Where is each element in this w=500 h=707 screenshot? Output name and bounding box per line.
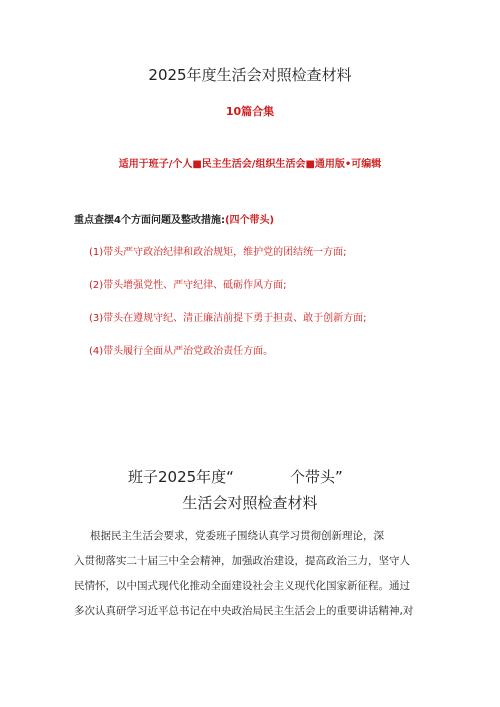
issue-item-4: (4)带头履行全面从严治党政治责任方面。 bbox=[89, 346, 274, 357]
section-title-line-2: 生活会对照检查材料 bbox=[182, 494, 318, 512]
body-paragraph-line-4: 多次认真研学习近平总书记在中央政治局民主生活会上的重要讲话精神,对 bbox=[74, 605, 414, 617]
body-paragraph-line-3: 民情怀，以中国式现代化推动全面建设社会主义现代化国家新征程。通过 bbox=[74, 580, 410, 592]
issue-item-3: (3)带头在遵规守纪、清正廉洁前提下勇于担责、敢于创新方面; bbox=[89, 313, 367, 324]
document-title: 2025年度生活会对照检查材料 bbox=[148, 66, 352, 84]
key-issues-heading-note: (四个带头) bbox=[224, 215, 275, 226]
section-title-part-1: 班子2025年度“ bbox=[128, 468, 234, 486]
document-subtitle: 10篇合集 bbox=[225, 105, 275, 118]
body-paragraph-line-2: 入贯彻落实二十届三中全会精神，加强政治建设，提高政治三力，坚守人 bbox=[74, 555, 410, 567]
section-title-part-2: 个带头” bbox=[289, 468, 343, 486]
body-paragraph-line-1: 根据民主生活会要求，党委班子围绕认真学习贯彻创新理论，深 bbox=[90, 530, 384, 542]
key-issues-heading bbox=[74, 211, 274, 226]
section-title-line-1 bbox=[128, 466, 343, 487]
key-issues-heading-text: 重点查摆4个方面问题及整改措施: bbox=[74, 215, 225, 226]
document-scope-line: 适用于班子/个人■民主生活会/组织生活会■通用版•可编辑 bbox=[118, 159, 382, 170]
issue-item-2: (2)带头增强党性、严守纪律、砥砺作风方面; bbox=[89, 280, 287, 291]
issue-item-1: (1)带头严守政治纪律和政治规矩，维护党的团结统一方面; bbox=[89, 247, 347, 258]
